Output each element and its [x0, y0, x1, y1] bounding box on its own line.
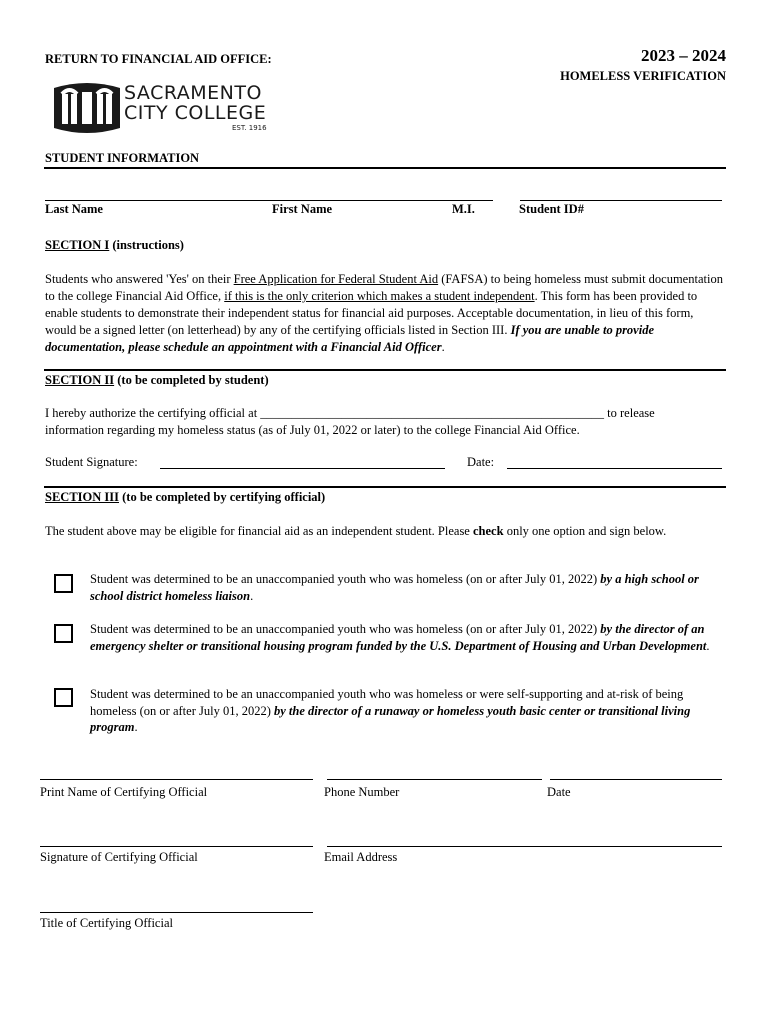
student-signature-line[interactable] — [160, 468, 445, 469]
student-name-line[interactable] — [45, 200, 493, 201]
option2-end: . — [706, 638, 710, 653]
date-label: Date — [547, 785, 571, 799]
signature-line[interactable] — [40, 846, 313, 847]
section3-heading — [45, 490, 325, 505]
section1-title: SECTION I — [45, 238, 110, 252]
s1-end: . — [441, 340, 445, 354]
email-line[interactable] — [327, 846, 722, 847]
signature-label: Signature of Certifying Official — [40, 850, 198, 864]
section1-instructions — [45, 271, 727, 356]
return-to-label: RETURN TO FINANCIAL AID OFFICE: — [45, 52, 272, 66]
option3-text — [90, 686, 730, 736]
form-title: HOMELESS VERIFICATION — [560, 69, 726, 83]
title-label: Title of Certifying Official — [40, 916, 173, 930]
s1-text-c: . This form has been provided to enable students to demonstrate their independent status for financial aid purposes. Acceptable documentation, in lieu of this form, would be a signed letter (on letterhead) by any of the certifying officials listed in Section III. — [45, 289, 698, 337]
option3-body: Student was determined to be an unaccompanied youth who was homeless or were self-supporting and at-risk of being homeless (on or after July 01, 2022) — [90, 687, 684, 718]
mi-label: M.I. — [452, 202, 475, 216]
option1-end: . — [250, 588, 254, 603]
phone-line[interactable] — [327, 779, 542, 780]
student-signature-label: Student Signature: — [45, 455, 138, 469]
email-label: Email Address — [324, 850, 398, 864]
s1-text-b: (FAFSA) to being homeless must submit documentation to the college Financial Aid Office, — [45, 272, 723, 303]
title-line[interactable] — [40, 912, 313, 913]
print-name-line[interactable] — [40, 779, 313, 780]
student-date-label: Date: — [467, 455, 495, 469]
section1-note: (instructions) — [109, 238, 184, 252]
student-id-label: Student ID# — [519, 202, 584, 216]
section3-title: SECTION III — [45, 490, 119, 504]
section2-note: (to be completed by student) — [114, 373, 269, 387]
logo-est: EST. 1916 — [232, 124, 267, 132]
s1-criterion: if this is the only criterion which makes a student independent — [224, 289, 535, 303]
s3-intro-b: only one option and sign below. — [503, 524, 667, 538]
date-line[interactable] — [550, 779, 722, 780]
student-info-heading: STUDENT INFORMATION — [45, 151, 200, 165]
option2-official: by the director of an emergency shelter or transitional housing program funded by the U.S. Department of Housing and Urban Development — [90, 622, 707, 653]
section1-heading — [45, 238, 184, 253]
auth-text-a: I hereby authorize the certifying official at — [45, 406, 261, 420]
s1-appointment-note: If you are unable to provide documentation, please schedule an appointment with a Financial Aid Officer — [45, 323, 655, 354]
option2-text — [90, 621, 730, 654]
option3-checkbox[interactable] — [54, 688, 73, 707]
auth-text-b: to release — [604, 406, 655, 420]
last-name-label: Last Name — [45, 202, 103, 216]
section3-intro — [45, 523, 710, 540]
option1-body: Student was determined to be an unaccompanied youth who was homeless (on or after July 01, 2022) — [90, 572, 601, 586]
option3-official: by the director of a runaway or homeless youth basic center or transitional living program — [90, 703, 691, 734]
s3-intro-a: The student above may be eligible for financial aid as an independent student. Please — [45, 524, 473, 538]
divider — [44, 167, 726, 169]
section2-heading — [45, 373, 269, 388]
s3-intro-check: check — [473, 524, 504, 538]
fafsa-link[interactable]: Free Application for Federal Student Aid — [233, 272, 439, 286]
option3-end: . — [134, 720, 138, 734]
section2-title: SECTION II — [45, 373, 115, 387]
option1-official: by a high school or school district homeless liaison — [90, 572, 699, 603]
certifying-institution-field[interactable]: _______________________________________________________ — [260, 406, 605, 420]
college-logo-emblem — [52, 80, 122, 136]
student-id-line[interactable] — [520, 200, 722, 201]
divider — [44, 369, 726, 371]
s1-text-a: Students who answered 'Yes' on their — [45, 272, 234, 286]
phone-label: Phone Number — [324, 785, 400, 799]
option1-text — [90, 571, 730, 604]
academic-year: 2023 – 2024 — [641, 46, 726, 65]
authorization-text — [45, 405, 727, 439]
logo-line2: CITY COLLEGE — [124, 102, 267, 124]
section3-note: (to be completed by certifying official) — [119, 490, 326, 504]
option1-checkbox[interactable] — [54, 574, 73, 593]
student-date-line[interactable] — [507, 468, 722, 469]
option2-body: Student was determined to be an unaccompanied youth who was homeless (on or after July 01, 2022) — [90, 622, 601, 636]
auth-text-line2: information regarding my homeless status (as of July 01, 2022 or later) to the college Financial Aid Office. — [45, 423, 580, 437]
first-name-label: First Name — [272, 202, 333, 216]
option2-checkbox[interactable] — [54, 624, 73, 643]
print-name-label: Print Name of Certifying Official — [40, 785, 208, 799]
logo-line1: SACRAMENTO — [124, 82, 262, 104]
divider — [44, 486, 726, 488]
college-logo — [52, 80, 272, 136]
